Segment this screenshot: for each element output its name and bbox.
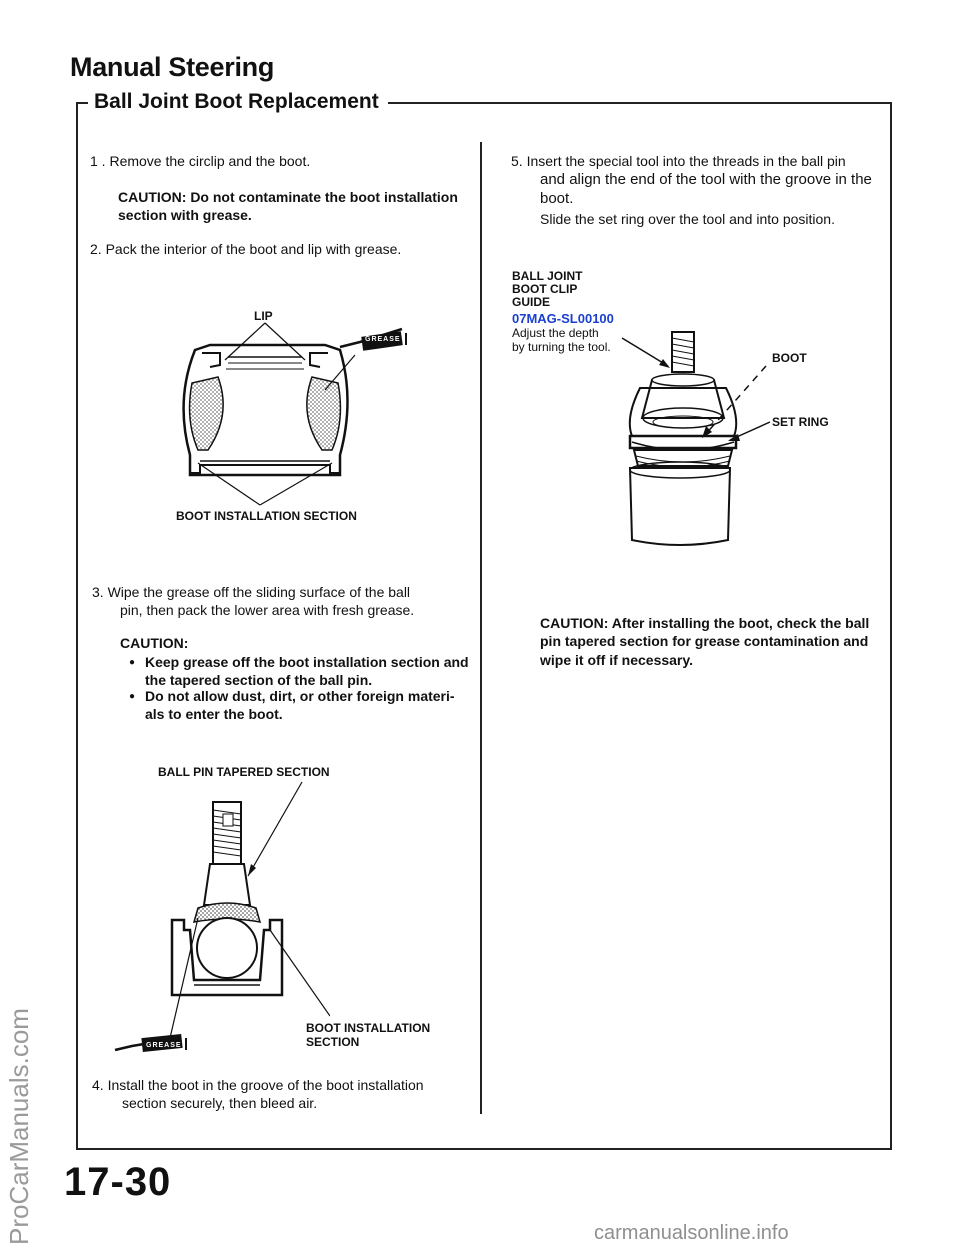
lip-label: LIP (254, 309, 273, 323)
footer-watermark: carmanualsonline.info (594, 1222, 789, 1244)
caution-2-bullet-2-line-1: ● Do not allow dust, dirt, or other foreign materi- (145, 687, 455, 705)
caution-2-bullet-2-line-2: als to enter the boot. (145, 706, 283, 722)
grease-tube-label-1: GREASE (365, 336, 401, 343)
set-ring-label: SET RING (772, 415, 829, 429)
caution-2-bullet-1-line-2: the tapered section of the ball pin. (145, 672, 373, 688)
step-4-line-2: section securely, then bleed air. (122, 1095, 318, 1111)
grease-tube-label-2: GREASE (146, 1042, 182, 1049)
caution-3-line-1: CAUTION: After installing the boot, check the ball (540, 615, 870, 631)
caution-1-line-2: section with grease. (118, 207, 252, 223)
step-5-line-4: Slide the set ring over the tool and into position. (540, 211, 835, 227)
column-divider (480, 142, 482, 1114)
tool-name-line-2: BOOT CLIP (512, 282, 578, 296)
step-5-line-2: and align the end of the tool with the groove in the (540, 171, 872, 188)
step-1: 1 . Remove the circlip and the boot. (90, 153, 311, 169)
step-3-line-1: 3. Wipe the grease off the sliding surface of the ball (92, 584, 411, 600)
boot-label: BOOT (772, 351, 807, 365)
section-title: Ball Joint Boot Replacement (88, 90, 385, 114)
boot-installation-section-label-2-line-1: BOOT INSTALLATION (306, 1021, 431, 1035)
boot-clip-guide-tool-figure (600, 318, 850, 548)
step-4-line-1: 4. Install the boot in the groove of the boot installation (92, 1077, 424, 1093)
boot-installation-section-label: BOOT INSTALLATION SECTION (176, 509, 357, 523)
ball-pin-tapered-section-label: BALL PIN TAPERED SECTION (158, 765, 330, 779)
caution-2-bullet-1-line-1: ● Keep grease off the boot installation section and (145, 653, 469, 671)
caution-1-line-1: CAUTION: Do not contaminate the boot installation (118, 189, 458, 205)
side-watermark: ProCarManuals.com (4, 1008, 34, 1245)
caution-2-heading: CAUTION: (120, 635, 189, 651)
step-5-line-1: 5. Insert the special tool into the threads in the ball pin (511, 153, 846, 169)
caution-3-line-2: pin tapered section for grease contamination and (540, 633, 869, 649)
boot-installation-section-label-2-line-2: SECTION (306, 1035, 360, 1049)
step-3-line-2: pin, then pack the lower area with fresh grease. (120, 602, 415, 618)
page-title: Manual Steering (70, 52, 275, 82)
adjust-depth-line-1: Adjust the depth (512, 326, 599, 340)
tool-name-line-3: GUIDE (512, 295, 551, 309)
tool-part-number: 07MAG-SL00100 (512, 311, 614, 326)
ball-pin-figure (110, 780, 330, 1060)
step-2: 2. Pack the interior of the boot and lip with grease. (90, 241, 402, 257)
step-5-line-3: boot. (540, 190, 574, 207)
adjust-depth-line-2: by turning the tool. (512, 340, 611, 354)
page-number: 17-30 (64, 1160, 172, 1204)
caution-3-line-3: wipe it off if necessary. (540, 652, 694, 668)
tool-name-line-1: BALL JOINT (512, 269, 583, 283)
